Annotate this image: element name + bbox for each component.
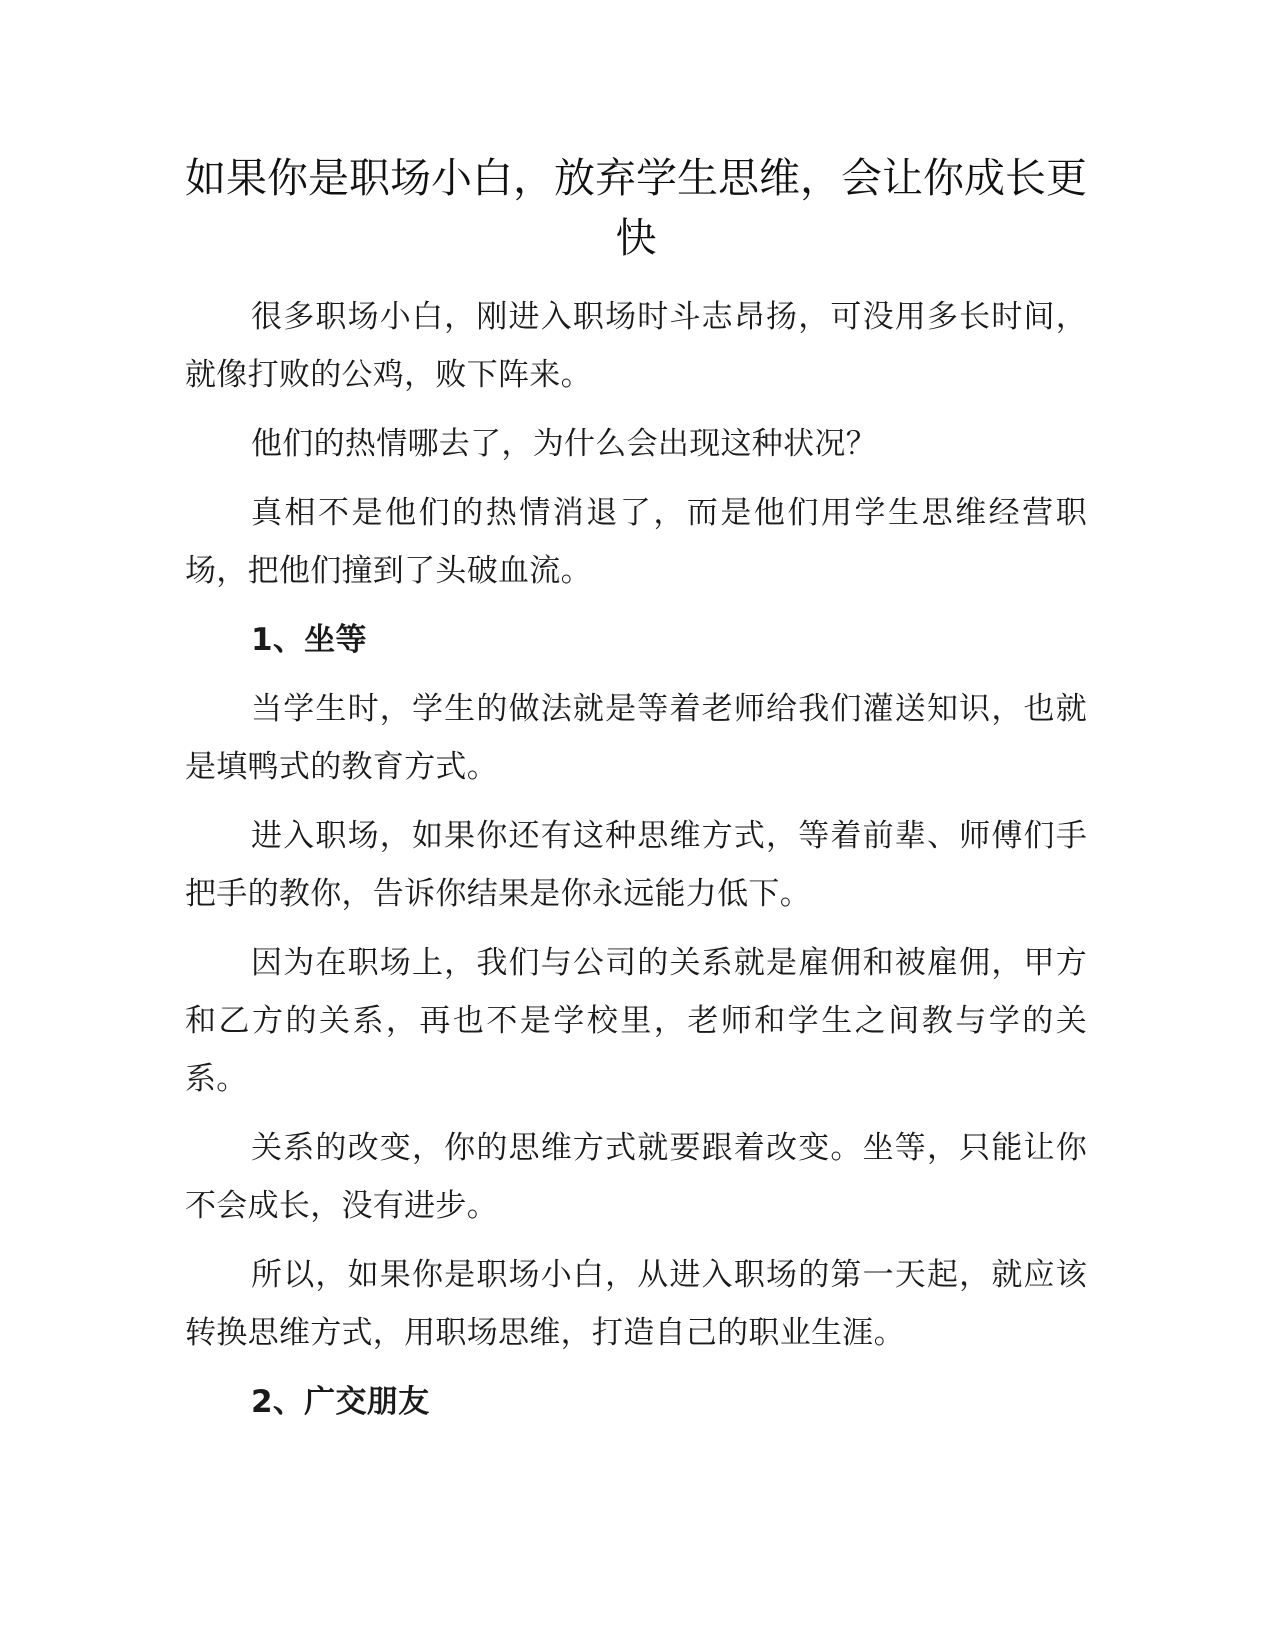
paragraph-8: 所以，如果你是职场小白，从进入职场的第一天起，就应该转换思维方式，用职场思维，打造自己的职业生涯。 — [185, 1257, 1087, 1351]
paragraph-1: 很多职场小白，刚进入职场时斗志昂扬，可没用多长时间，就像打败的公鸡，败下阵来。 — [185, 299, 1087, 393]
paragraph-5: 进入职场，如果你还有这种思维方式，等着前辈、师傅们手把手的教你，告诉你结果是你永远能力低下。 — [185, 818, 1087, 912]
section-heading-1: 1、坐等 — [251, 622, 367, 658]
paragraph-6: 因为在职场上，我们与公司的关系就是雇佣和被雇佣，甲方和乙方的关系，再也不是学校里，老师和学生之间教与学的关系。 — [185, 945, 1087, 1097]
paragraph-7: 关系的改变，你的思维方式就要跟着改变。坐等，只能让你不会成长，没有进步。 — [185, 1130, 1087, 1224]
paragraph-3: 真相不是他们的热情消退了，而是他们用学生思维经营职场，把他们撞到了头破血流。 — [185, 495, 1087, 589]
paragraph-2: 他们的热情哪去了，为什么会出现这种状况？ — [251, 426, 877, 462]
document-body — [185, 148, 1087, 1431]
section-heading-2: 2、广交朋友 — [251, 1384, 430, 1420]
paragraph-4: 当学生时，学生的做法就是等着老师给我们灌送知识，也就是填鸭式的教育方式。 — [185, 691, 1087, 785]
document-title: 如果你是职场小白，放弃学生思维，会让你成长更快 — [185, 154, 1087, 262]
